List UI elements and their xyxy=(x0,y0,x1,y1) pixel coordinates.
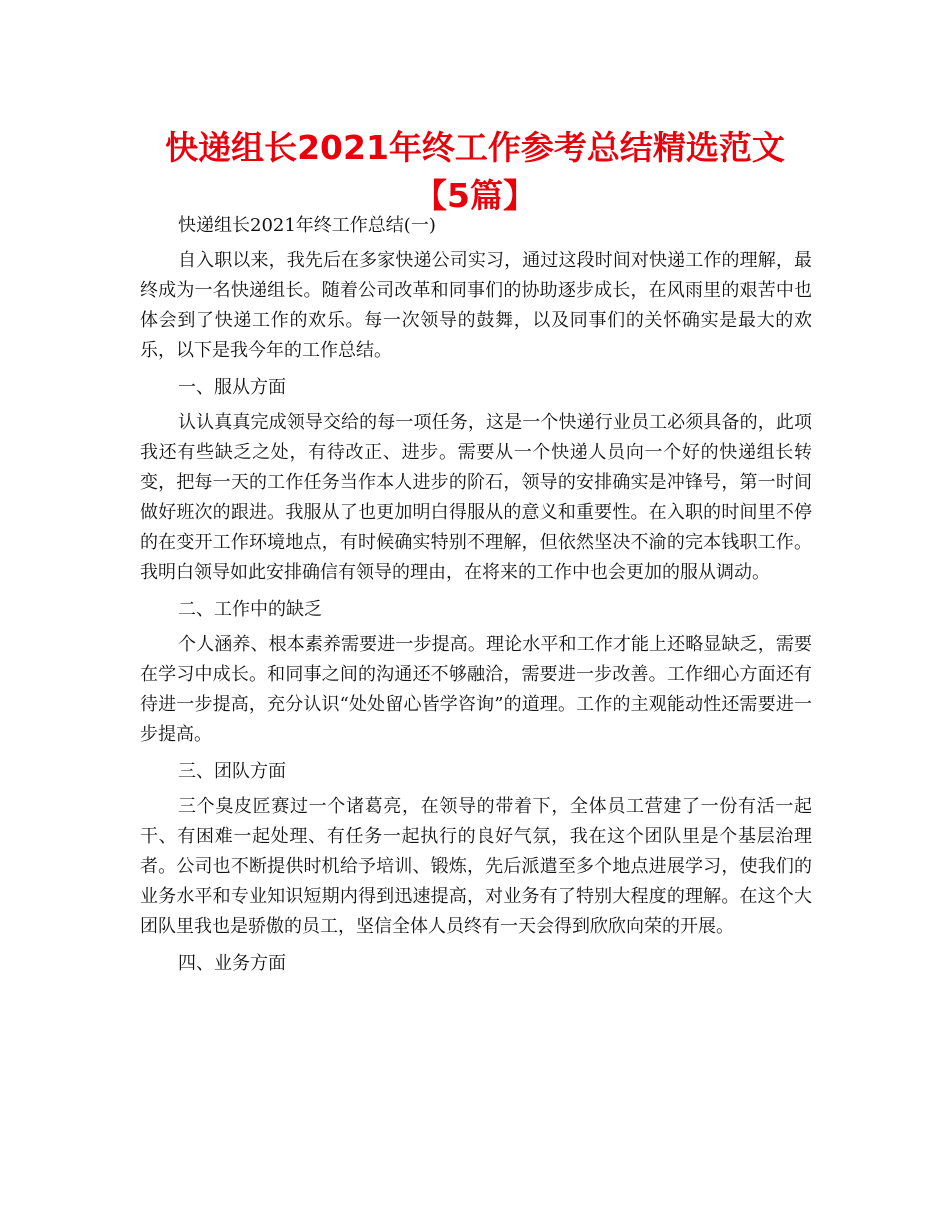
body-paragraph: 自入职以来，我先后在多家快递公司实习，通过这段时间对快递工作的理解，最终成为一名快递组长。随着公司改革和同事们的协助逐步成长，在风雨里的艰苦中也体会到了快递工作的欢乐。每一次领导的鼓舞，以及同事们的关怀确实是最大的欢乐，以下是我今年的工作总结。 xyxy=(140,250,812,361)
document-body xyxy=(140,212,812,984)
section-heading: 快递组长2021年终工作总结(一) xyxy=(178,215,436,236)
section-heading: 二、工作中的缺乏 xyxy=(178,599,322,620)
document-title: 快递组长2021年终工作参考总结精选范文【5篇】 xyxy=(165,128,785,215)
body-paragraph: 个人涵养、根本素养需要进一步提高。理论水平和工作才能上还略显缺乏，需要在学习中成长。和同事之间的沟通还不够融洽，需要进一步改善。工作细心方面还有待进一步提高，充分认识“处处留心皆学咨询”的道理。工作的主观能动性还需要进一步提高。 xyxy=(140,634,812,745)
section-heading: 一、服从方面 xyxy=(178,377,286,398)
body-paragraph: 认认真真完成领导交给的每一项任务，这是一个快递行业员工必须具备的，此项我还有些缺乏之处，有待改正、进步。需要从一个快递人员向一个好的快递组长转变，把每一天的工作任务当作本人进步的阶石，领导的安排确实是冲锋号，第一时间做好班次的跟进。我服从了也更加明白得服从的意义和重要性。在入职的时间里不停的在变开工作环境地点，有时候确实特别不理解，但依然坚决不渝的完本钱职工作。我明白领导如此安排确信有领导的理由，在将来的工作中也会更加的服从调动。 xyxy=(140,412,812,583)
section-heading: 四、业务方面 xyxy=(178,953,286,974)
body-paragraph: 三个臭皮匠赛过一个诸葛亮，在领导的带着下，全体员工营建了一份有活一起干、有困难一起处理、有任务一起执行的良好气氛，我在这个团队里是个基层治理者。公司也不断提供时机给予培训、锻炼，先后派遣至多个地点进展学习，使我们的业务水平和专业知识短期内得到迅速提高，对业务有了特别大程度的理解。在这个大团队里我也是骄傲的员工，坚信全体人员终有一天会得到欣欣向荣的开展。 xyxy=(140,796,812,937)
section-heading: 三、团队方面 xyxy=(178,761,286,782)
